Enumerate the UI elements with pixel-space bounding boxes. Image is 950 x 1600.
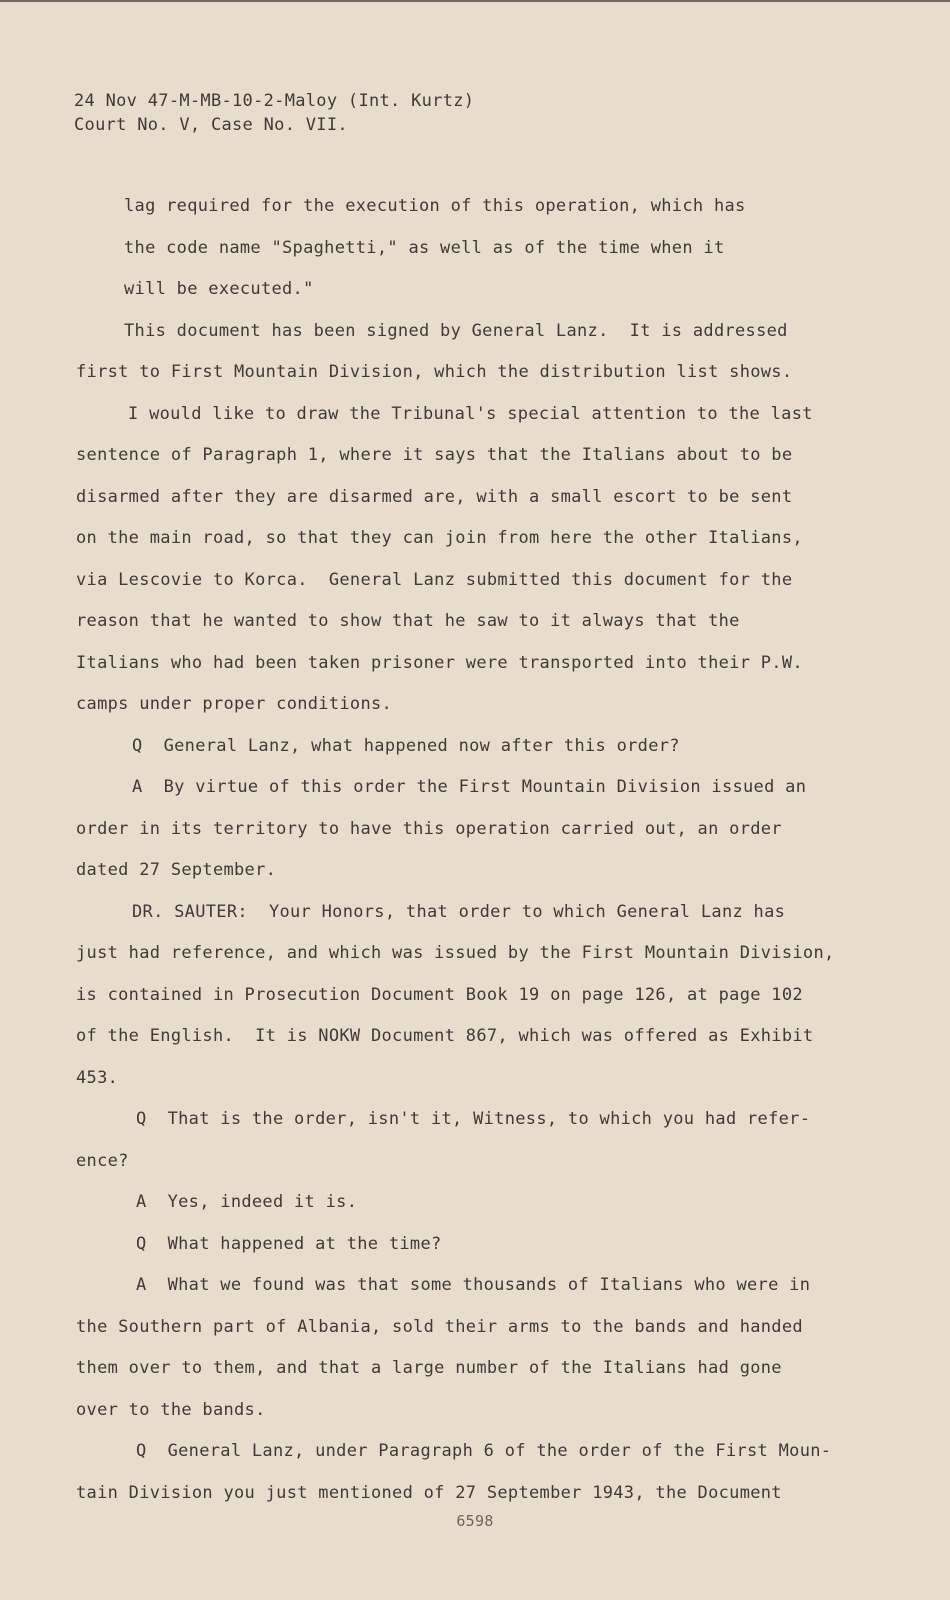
- text-line: 453.: [76, 1067, 119, 1088]
- text-line: just had reference, and which was issued by the First Mountain Division,: [76, 943, 835, 963]
- answer-line: A By virtue of this order the First Mountain Division issued an: [132, 777, 807, 797]
- text-line: I would like to draw the Tribunal's special attention to the last: [128, 403, 813, 424]
- text-line: Italians who had been taken prisoner were transported into their P.W.: [76, 652, 803, 673]
- document-header: [74, 89, 474, 137]
- text-line: is contained in Prosecution Document Book 19 on page 126, at page 102: [76, 984, 803, 1005]
- speaker-line: DR. SAUTER: Your Honors, that order to which General Lanz has: [132, 901, 786, 922]
- text-line: camps under proper conditions.: [76, 694, 393, 714]
- text-line: dated 27 September.: [76, 860, 277, 880]
- text-line: This document has been signed by General Lanz. It is addressed: [124, 320, 788, 341]
- question-line: Q General Lanz, under Paragraph 6 of the order of the First Moun-: [136, 1441, 832, 1461]
- text-line: will be executed.": [124, 279, 314, 299]
- text-line: lag required for the execution of this operation, which has: [124, 196, 746, 216]
- question-line: Q That is the order, isn't it, Witness, to which you had refer-: [136, 1109, 811, 1129]
- answer-line: A Yes, indeed it is.: [136, 1192, 358, 1212]
- text-line: the Southern part of Albania, sold their arms to the bands and handed: [76, 1316, 803, 1337]
- text-line: reason that he wanted to show that he saw to it always that the: [76, 611, 740, 631]
- text-line: them over to them, and that a large number of the Italians had gone: [76, 1358, 782, 1378]
- page-number: 6598: [456, 1512, 494, 1530]
- text-line: ence?: [76, 1150, 129, 1171]
- text-line: disarmed after they are disarmed are, with a small escort to be sent: [76, 486, 793, 507]
- question-line: Q What happened at the time?: [136, 1233, 442, 1254]
- text-line: order in its territory to have this operation carried out, an order: [76, 818, 782, 839]
- text-line: the code name "Spaghetti," as well as of the time when it: [124, 237, 725, 258]
- text-line: sentence of Paragraph 1, where it says that the Italians about to be: [76, 445, 793, 465]
- text-line: via Lescovie to Korca. General Lanz submitted this document for the: [76, 569, 793, 590]
- question-line: Q General Lanz, what happened now after this order?: [132, 735, 680, 756]
- text-line: of the English. It is NOKW Document 867, which was offered as Exhibit: [76, 1026, 814, 1046]
- header-line-1: 24 Nov 47-M-MB-10-2-Maloy (Int. Kurtz): [74, 91, 475, 111]
- text-line: first to First Mountain Division, which the distribution list shows.: [76, 362, 793, 382]
- text-line: over to the bands.: [76, 1399, 266, 1420]
- text-line: on the main road, so that they can join from here the other Italians,: [76, 528, 803, 548]
- transcript-body: [76, 186, 836, 1514]
- answer-line: A What we found was that some thousands of Italians who were in: [136, 1275, 811, 1295]
- text-line: tain Division you just mentioned of 27 September 1943, the Document: [76, 1482, 782, 1503]
- header-line-2: Court No. V, Case No. VII.: [74, 115, 348, 135]
